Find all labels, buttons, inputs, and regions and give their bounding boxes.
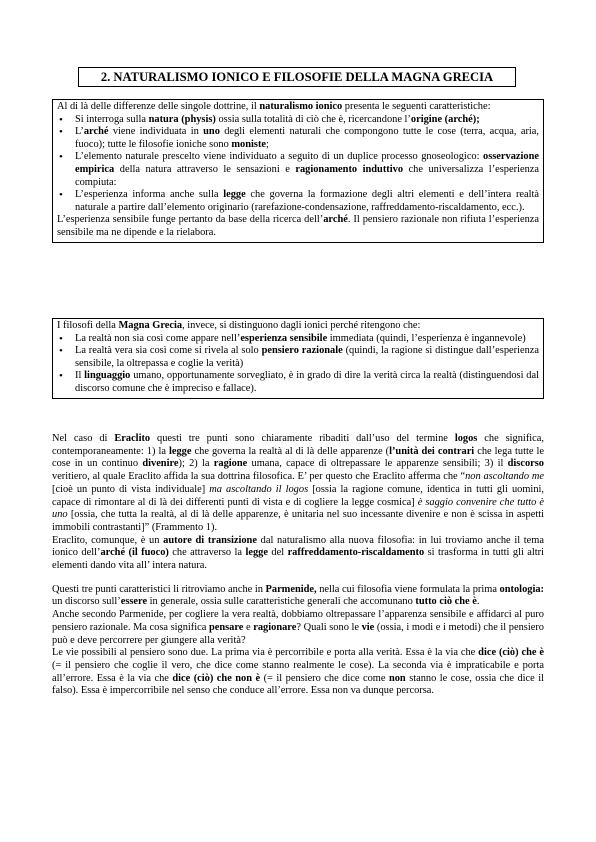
bold-term: ontologia:: [499, 583, 544, 595]
page-title: 2. NATURALISMO IONICO E FILOSOFIE DELLA MAGNA GRECIA: [78, 67, 516, 87]
bold-term: l’unità dei contrari: [389, 445, 475, 457]
text-run: veritiero, al quale Eraclito affida la sua dottrina filosofica. E’ per questo che Eraclito afferma che “: [52, 471, 466, 483]
bold-term: legge: [245, 547, 268, 559]
text-run: dal naturalismo alla nuova filosofia: in lui troviamo anche il tema ionico dell’: [52, 534, 544, 559]
text-run: presenta le seguenti caratteristiche:: [342, 101, 491, 112]
text-run: [ossia, che tutta la realtà, al di là delle apparenze, è unitaria nel suo incessante divenire e non è scissa in aspetti immobili contrastanti]” (Frammento 1).: [52, 509, 544, 533]
text-run: (= il pensiero che coglie il vero, che dice come stanno realmente le cose). La seconda via è impraticabile e porta all’errore. Essa è la via che: [52, 659, 544, 684]
text-run: Il: [75, 370, 85, 382]
bold-term: ragione: [213, 458, 248, 470]
text-run: della natura attraverso le sensazioni e: [114, 163, 296, 175]
bold-term: discorso: [507, 458, 544, 470]
bold-term: Eraclito: [114, 433, 151, 444]
text-run: L’esperienza sensibile funge pertanto da base della ricerca dell’: [57, 214, 324, 226]
text-run: ? Quali sono le: [296, 621, 362, 633]
text-run: , invece, si distinguono dagli ionici perché ritengono che:: [182, 320, 421, 331]
bold-term: origine (arché);: [410, 113, 480, 125]
text-run: Al di là delle differenze delle singole dottrine, il: [57, 101, 260, 112]
box1-bullet: [57, 126, 539, 151]
box2-intro: [57, 320, 539, 333]
italic-quote: ma ascoltando il logos: [209, 483, 309, 495]
bold-term: osservazione empirica: [75, 151, 539, 175]
paragraph-eraclito-logos: [52, 433, 544, 535]
text-run: un discorso sull’: [52, 596, 121, 608]
text-run: che universalizza l’esperienza compiuta:: [75, 163, 539, 188]
text-run: ); 2) la: [178, 458, 214, 470]
text-run: viene individuata in: [108, 126, 204, 138]
bold-term: natura (physis): [148, 113, 216, 125]
ionic-naturalism-box: [52, 99, 544, 243]
text-run: L’: [75, 126, 84, 138]
bold-term: Magna Grecia: [118, 320, 183, 331]
text-run: I filosofi della: [57, 320, 119, 331]
bold-term: ragionare: [253, 621, 297, 633]
text-run: . Il pensiero razionale non rifiuta l’esperienza sensibile ma ne dipende e la rielabora.: [57, 214, 539, 238]
italic-quote: è saggio convenire che tutto è uno: [52, 496, 544, 521]
text-run: ossia sulla totalità di ciò che è, ricercandone l’: [215, 113, 411, 125]
bold-term: ragionamento induttivo: [295, 163, 404, 175]
text-run: in generale, ossia sulle caratteristiche generali che accomunano: [147, 596, 416, 608]
box1-bullet-list: [57, 114, 539, 215]
bold-term: pensare: [208, 621, 244, 633]
box1-bullet: [57, 189, 539, 214]
text-run: ;: [266, 138, 269, 150]
paragraph-gap: [52, 573, 544, 584]
text-run: che governa la realtà al di là delle apparenze (: [191, 445, 390, 457]
text-run: Le vie possibili al pensiero sono due. La prima via è percorribile e porta alla verità. Essa è la via che: [52, 647, 479, 659]
bold-term: legge: [223, 189, 246, 201]
bold-term: Parmenide,: [265, 583, 317, 595]
text-run: (= il pensiero che dice come: [260, 672, 389, 684]
text-run: si trasforma in tutti gli altri elementi dando vita all’ intera natura.: [52, 547, 544, 572]
paragraph-due-vie: [52, 647, 544, 698]
text-run: L’elemento naturale prescelto viene individuato a seguito di un duplice processo gnoseologico:: [75, 151, 484, 163]
text-run: umana, capace di oltrepassare le apparenze sensibili; 3) il: [247, 458, 508, 470]
bold-term: arché: [83, 126, 109, 138]
box1-bullet: [57, 151, 539, 189]
box2-bullet: [57, 333, 539, 346]
text-run: L’esperienza informa anche sulla: [75, 189, 224, 201]
text-run: immediata (quindi, l’esperienza è ingannevole): [327, 332, 526, 344]
box1-outro: [57, 214, 539, 239]
bold-term: dice (ciò) che è: [478, 647, 544, 659]
bold-term: vie: [361, 621, 375, 633]
box1-bullet: [57, 114, 539, 127]
bold-term: non: [388, 672, 406, 684]
text-run: che lega tutte le cose in un continuo: [52, 445, 544, 470]
text-run: degli elementi naturali che compongono tutte le cose (terra, acqua, aria, fuoco); tutte le filosofie ioniche sono: [75, 126, 539, 150]
text-run: (quindi, la ragione si distingue dall’esperienza sensibile, la oltrepassa e coglie la verità): [75, 345, 539, 369]
text-run: Eraclito, comunque, è un: [52, 534, 164, 546]
text-run: questi tre punti sono chiaramente ribaditi dall’uso del termine: [150, 433, 455, 444]
text-run: che significa, contemporaneamente: 1) la: [52, 433, 544, 457]
paragraph-eraclito-transizione: [52, 535, 544, 573]
bold-term: dice (ciò) che non è: [172, 672, 261, 684]
text-run: Nel caso di: [52, 433, 115, 444]
text-run: .: [476, 596, 480, 608]
text-run: del: [268, 547, 288, 559]
text-run: e: [243, 621, 254, 633]
box2-bullet: [57, 370, 539, 395]
bold-term: linguaggio: [84, 370, 131, 382]
bold-term: divenire: [142, 458, 179, 470]
bold-term: arché: [323, 214, 348, 226]
text-run: [ossia la ragione comune, identica in tutti gli uomini, capace di rimontare al di là dei differenti punti di vista e di cogliere la legge cosmica]: [52, 483, 545, 508]
bold-term: essere: [120, 596, 148, 608]
bold-term: arché (il fuoco): [100, 547, 169, 559]
box1-intro: [57, 101, 539, 114]
box2-bullet: [57, 345, 539, 370]
text-run: La realtà vera sia così come si rivela al solo: [75, 345, 262, 357]
bold-term: esperienza sensibile: [240, 332, 328, 344]
text-run: che governa la formazione degli altri elementi e dell’intera realtà naturale a partire dall’elemento originario (rarefazione-condensazione, raffreddamento-riscaldamento, ecc.).: [75, 189, 540, 213]
italic-quote: non ascoltando me: [465, 471, 545, 483]
text-run: Anche secondo Parmenide, per cogliere la vera realtà, dobbiamo oltrepassare l’apparenza sensibile e affidarci al puro pensiero razionale. Ma cosa significa: [52, 609, 544, 633]
text-run: umano, opportunamente sorvegliato, è in grado di dire la verità circa la realtà (distinguendosi dal discorso comune che è impreciso e fallace).: [75, 370, 539, 394]
text-run: Questi tre punti caratteristici li ritroviamo anche in: [52, 583, 266, 595]
text-run: [cioè un punto di vista individuale]: [52, 483, 210, 495]
bold-term: naturalismo ionico: [259, 101, 343, 112]
text-run: nella cui filosofia viene formulata la prima: [316, 583, 500, 595]
box2-bullet-list: [57, 333, 539, 396]
bold-term: raffreddamento-riscaldamento: [287, 547, 425, 559]
paragraph-parmenide-vie: [52, 609, 544, 647]
bold-term: legge: [168, 445, 192, 457]
bold-term: autore di transizione: [163, 534, 257, 546]
body-text: [52, 433, 544, 698]
text-run: stanno le cose, ossia che dice il falso). Essa è impercorribile nel senso che conduce all’errore. Essa non va dunque percorsa.: [52, 672, 544, 697]
bold-term: logos: [454, 433, 478, 444]
text-run: Si interroga sulla: [75, 113, 149, 125]
text-run: che attraverso la: [168, 547, 246, 559]
bold-term: uno: [203, 126, 220, 138]
bold-term: tutto ciò che è: [415, 596, 477, 608]
text-run: La realtà non sia così come appare nell’: [75, 332, 241, 344]
text-run: (ossia, i modi e i metodi) che il pensiero può e deve percorrere per giungere alla verità?: [52, 621, 544, 646]
paragraph-parmenide-ontologia: [52, 584, 544, 609]
bold-term: moniste: [231, 138, 267, 150]
bold-term: pensiero razionale: [261, 345, 343, 357]
magna-grecia-box: [52, 318, 544, 399]
